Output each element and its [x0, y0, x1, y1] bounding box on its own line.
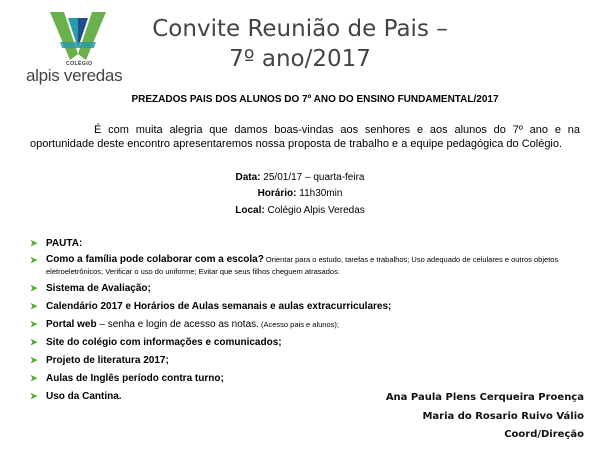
- page-title: [140, 14, 460, 74]
- bullet-icon: ➤: [30, 355, 38, 365]
- logo-school-name: alpis veredas: [26, 66, 123, 85]
- bullet-icon: ➤: [30, 319, 38, 329]
- bullet-icon: ➤: [30, 255, 38, 265]
- signature-name-1: Ana Paula Plens Cerqueira Proença: [385, 392, 584, 403]
- agenda-list: [28, 236, 584, 407]
- title-line-2: 7º ano/2017: [229, 46, 371, 72]
- agenda-title: ➤ PAUTA:: [30, 238, 83, 249]
- logo-school-label: COLÉGIO: [66, 61, 93, 67]
- agenda-item-cantina: ➤ Uso da Cantina.: [30, 391, 122, 402]
- agenda-item-evaluation: ➤ Sistema de Avaliação;: [30, 283, 151, 294]
- title-line-1: Convite Reunião de Pais –: [152, 16, 448, 42]
- date-label: Data:: [235, 172, 261, 183]
- agenda-item-portal: [28, 317, 584, 332]
- bullet-icon: ➤: [30, 391, 38, 401]
- agenda-item-portal-note: (Acesso pais e alunos);: [258, 320, 339, 329]
- agenda-item-calendar: ➤ Calendário 2017 e Horários de Aulas semanais e aulas extracurriculares;: [30, 301, 392, 312]
- agenda-item-family-main: Como a família pode colaborar com a escola?: [46, 254, 264, 265]
- agenda-item-portal-rest: – senha e login de acesso as notas.: [96, 319, 259, 330]
- signature-name-2: Maria do Rosario Ruivo Válio: [422, 411, 584, 422]
- agenda-item-portal-main: Portal web: [46, 319, 97, 330]
- bullet-icon: ➤: [30, 283, 38, 293]
- agenda-item-family: [28, 254, 584, 278]
- place-value: Colégio Alpis Veredas: [264, 205, 365, 216]
- logo-av-icon: [48, 8, 108, 62]
- time-label: Horário:: [257, 188, 297, 199]
- bullet-icon: ➤: [30, 337, 38, 347]
- bullet-icon: ➤: [30, 301, 38, 311]
- place-label: Local:: [235, 205, 265, 216]
- time-value: 11h30min: [296, 188, 343, 199]
- bullet-icon: ➤: [30, 373, 38, 383]
- bullet-icon: ➤: [30, 238, 38, 248]
- agenda-item-site: ➤ Site do colégio com informações e comunicados;: [30, 337, 282, 348]
- school-logo: [22, 8, 142, 88]
- date-value: 25/01/17 – quarta-feira: [260, 172, 365, 183]
- meeting-date: [0, 172, 600, 183]
- agenda-item-family-note: Orientar para o estudo, tarefas e trabalhos; Uso adequado de celulares e outros objetos eletroeletrônicos; Verificar o uso do uniforme; Evitar que seus filhos cheguem atrasados.: [46, 255, 559, 276]
- greeting-heading: PREZADOS PAIS DOS ALUNOS DO 7º ANO DO ENSINO FUNDAMENTAL/2017: [131, 94, 499, 105]
- signature-role: Coord/Direção: [504, 429, 584, 440]
- intro-paragraph: É com muita alegria que damos boas-vindas aos senhores e aos alunos do 7º ano e na oportunidade deste encontro apresentaremos nossa proposta de trabalho e a equipe pedagógica do Colégio.: [30, 124, 580, 150]
- agenda-item-literature: ➤ Projeto de literatura 2017;: [30, 355, 169, 366]
- meeting-place: [0, 205, 600, 216]
- agenda-item-english: ➤ Aulas de Inglês período contra turno;: [30, 373, 224, 384]
- meeting-time: [0, 188, 600, 199]
